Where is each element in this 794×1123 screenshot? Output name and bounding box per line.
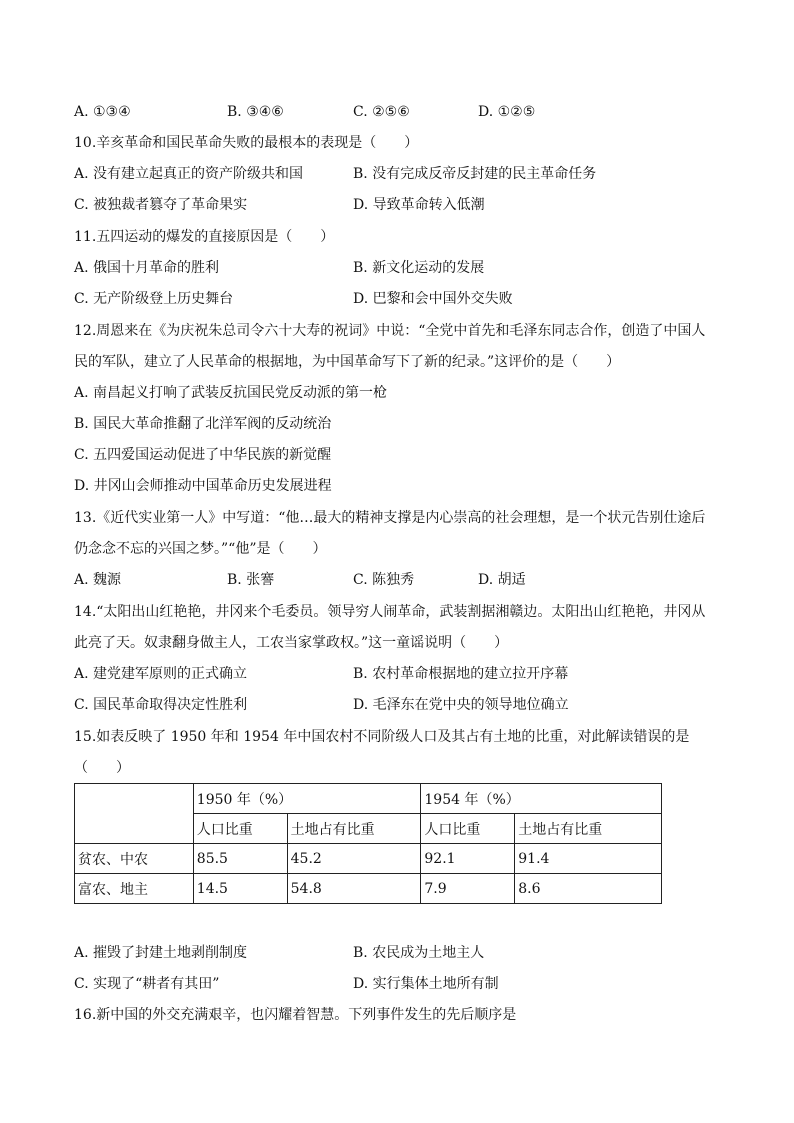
q14-option-b: B. 农村革命根据地的建立拉开序幕: [353, 666, 569, 682]
table-cell: 7.9: [421, 874, 515, 904]
q15-option-b: B. 农民成为土地主人: [353, 945, 485, 961]
q12-option-d: D. 井冈山会师推动中国革命历史发展进程: [74, 478, 332, 494]
q14-option-d: D. 毛泽东在党中央的领导地位确立: [353, 697, 569, 713]
table-row-label: 富农、地主: [75, 874, 194, 904]
table-cell: 14.5: [193, 874, 287, 904]
q13-option-c: C. 陈独秀: [353, 572, 415, 588]
table-row: [75, 874, 662, 904]
q10-option-d: D. 导致革命转入低潮: [353, 197, 485, 213]
table-row-label: 贫农、中农: [75, 844, 194, 874]
q10-option-a: A. 没有建立起真正的资产阶级共和国: [74, 166, 304, 182]
table-cell: 54.8: [287, 874, 421, 904]
table-cell: 85.5: [193, 844, 287, 874]
table-cell: 91.4: [515, 844, 662, 874]
q11-stem: 11.五四运动的爆发的直接原因是（ ）: [74, 229, 335, 245]
q9-option-b: B. ③④⑥: [227, 104, 284, 120]
table-corner-cell: [75, 784, 194, 844]
q15-option-d: D. 实行集体土地所有制: [353, 976, 499, 992]
q13-option-a: A. 魏源: [74, 572, 122, 588]
q12-stem-line1: 12.周恩来在《为庆祝朱总司令六十大寿的祝词》中说：“全党中首先和毛泽东同志合作，创造了中国人: [74, 323, 706, 339]
q10-option-c: C. 被独裁者篡夺了革命果实: [74, 197, 248, 213]
q13-option-b: B. 张謇: [227, 572, 275, 588]
table-cell: 8.6: [515, 874, 662, 904]
table-header-row: [75, 784, 662, 814]
table-subheader: 土地占有比重: [287, 814, 421, 844]
q9-option-d: D. ①②⑤: [478, 104, 536, 120]
q15-option-c: C. 实现了“耕者有其田”: [74, 976, 220, 992]
q13-stem-line2: 仍念念不忘的兴国之梦。”“他”是（ ）: [74, 541, 327, 557]
q15-stem-line1: 15.如表反映了 1950 年和 1954 年中国农村不同阶级人口及其占有土地的比重，对此解读错误的是: [74, 729, 690, 745]
q11-option-c: C. 无产阶级登上历史舞台: [74, 291, 234, 307]
table-row: [75, 844, 662, 874]
q12-stem-line2: 民的军队，建立了人民革命的根据地，为中国革命写下了新的纪录。”这评价的是（ ）: [74, 354, 621, 370]
table-year2-header: 1954 年（%）: [421, 784, 662, 814]
q14-option-a: A. 建党建军原则的正式确立: [74, 666, 248, 682]
table-subheader: 人口比重: [193, 814, 287, 844]
q16-stem: 16.新中国的外交充满艰辛，也闪耀着智慧。下列事件发生的先后顺序是: [74, 1007, 517, 1023]
q15-option-a: A. 摧毁了封建土地剥削制度: [74, 945, 248, 961]
q9-option-c: C. ②⑤⑥: [353, 104, 410, 120]
q11-option-b: B. 新文化运动的发展: [353, 260, 485, 276]
table-cell: 92.1: [421, 844, 515, 874]
q10-option-b: B. 没有完成反帝反封建的民主革命任务: [353, 166, 597, 182]
table-cell: 45.2: [287, 844, 421, 874]
q13-stem-line1: 13.《近代实业第一人》中写道：“他…最大的精神支撑是内心崇高的社会理想，是一个状元告别仕途后: [74, 510, 706, 526]
q11-option-a: A. 俄国十月革命的胜利: [74, 260, 220, 276]
table-subheader: 人口比重: [421, 814, 515, 844]
q12-option-a: A. 南昌起义打响了武装反抗国民党反动派的第一枪: [74, 385, 388, 401]
q15-data-table: [74, 783, 662, 904]
table-subheader: 土地占有比重: [515, 814, 662, 844]
q9-option-a: A. ①③④: [74, 104, 131, 120]
q15-stem-line2: （ ）: [74, 760, 130, 776]
q12-option-b: B. 国民大革命推翻了北洋军阀的反动统治: [74, 416, 332, 432]
table-year1-header: 1950 年（%）: [193, 784, 421, 814]
q14-stem-line1: 14.“太阳出山红艳艳，井冈来个毛委员。领导穷人闹革命，武装割据湘赣边。太阳出山红艳艳，井冈从: [74, 604, 706, 620]
q14-option-c: C. 国民革命取得决定性胜利: [74, 697, 248, 713]
q13-option-d: D. 胡适: [478, 572, 526, 588]
q10-stem: 10.辛亥革命和国民革命失败的最根本的表现是（ ）: [74, 135, 419, 151]
q14-stem-line2: 此亮了天。奴隶翻身做主人，工农当家掌政权。”这一童谣说明（ ）: [74, 635, 509, 651]
q12-option-c: C. 五四爱国运动促进了中华民族的新觉醒: [74, 447, 332, 463]
q11-option-d: D. 巴黎和会中国外交失败: [353, 291, 513, 307]
